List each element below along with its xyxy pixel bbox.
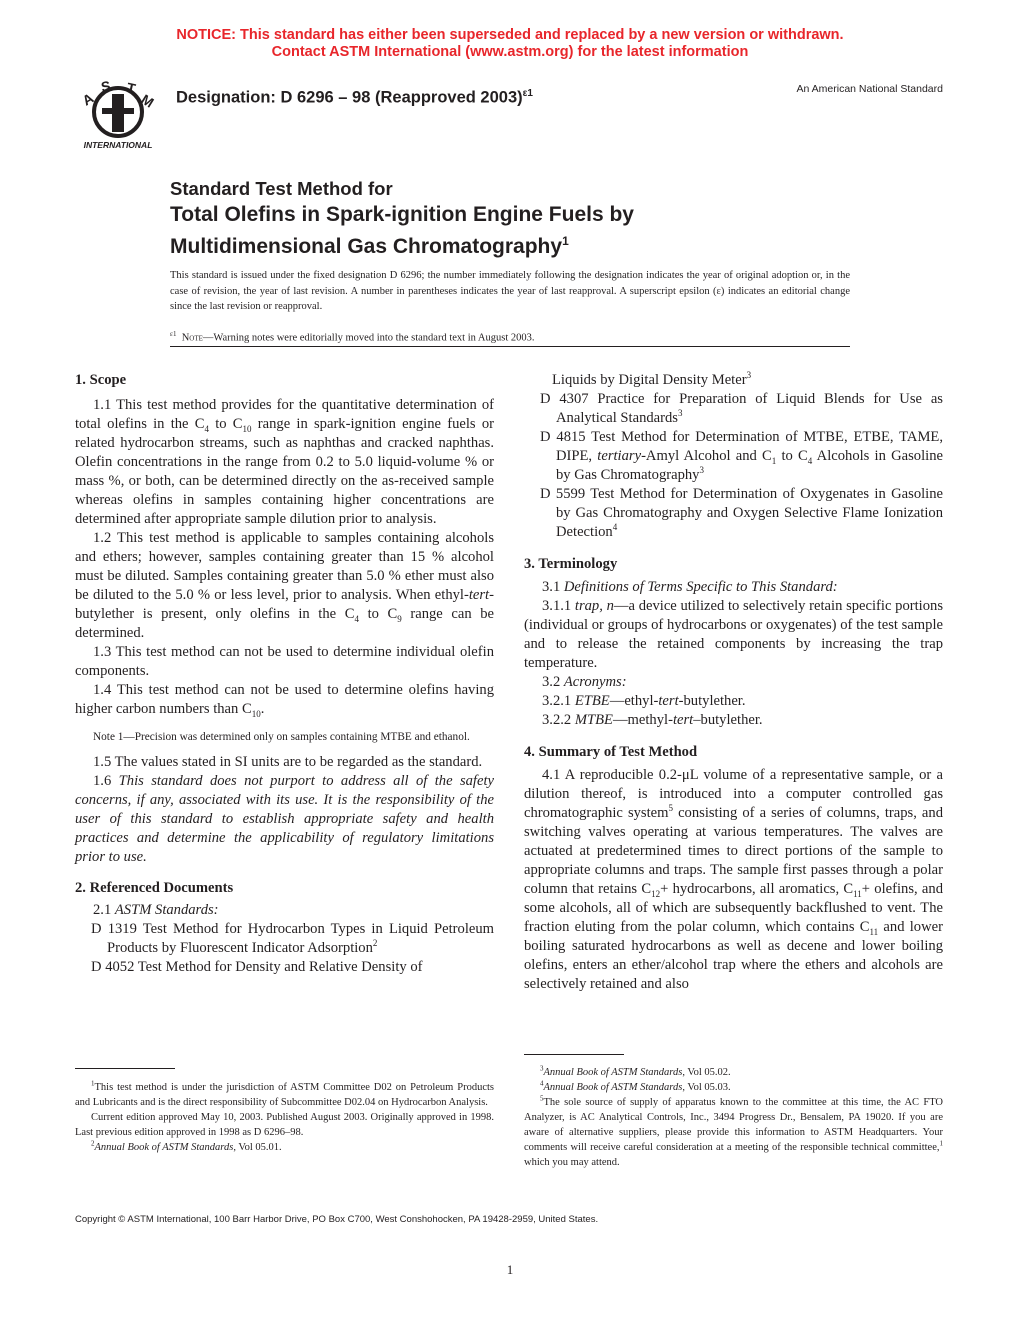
p41-d: + olefins, and some alcohols, all of which are subsequently backflushed to vent. The fraction eluting from the polar column, which contains C (524, 881, 943, 935)
para-3-2-1 (524, 692, 943, 711)
fn4-text: , Vol 05.03. (682, 1082, 731, 1093)
d4815-b: -Amyl Alcohol and C (641, 448, 772, 464)
para-1-1 (75, 396, 494, 529)
d4815-d: Alcohols in Gasoline by Gas Chromatography (556, 448, 943, 483)
national-standard-label: An American National Standard (796, 83, 943, 95)
p41-sub1: 12 (651, 888, 661, 899)
d1319-text: D 1319 Test Method for Hydrocarbon Types in Liquid Petroleum Products by Fluorescent Indicator Adsorption (91, 921, 494, 956)
p16-num: 1.6 (93, 773, 119, 789)
p12-b: -butylether is present, only olefins in the C (75, 587, 494, 622)
p41-sub2: 11 (853, 888, 862, 899)
ref-d5599 (540, 485, 943, 542)
ref-d4815 (540, 428, 943, 485)
refdocs-heading: 2. Referenced Documents (75, 880, 234, 896)
p41-sup: 5 (668, 803, 673, 814)
svg-text:T: T (125, 79, 138, 97)
fn5-sup2: 1 (939, 1139, 943, 1148)
footnote-rule-right (524, 1054, 624, 1055)
para-3-1 (524, 578, 943, 597)
p11-sub1: 4 (204, 423, 209, 434)
p31-num: 3.1 (542, 579, 564, 595)
fn3-text: , Vol 05.02. (682, 1067, 731, 1078)
ref-d4052-start: D 4052 Test Method for Density and Relative Density of (91, 959, 423, 975)
title-line-2: Total Olefins in Spark-ignition Engine Fuels by (170, 203, 634, 226)
designation-epsilon: ε1 (522, 88, 533, 99)
para-3-1-1 (524, 597, 943, 673)
title-line-1: Standard Test Method for (170, 178, 393, 199)
footnote-4 (524, 1080, 943, 1095)
svg-text:A: A (79, 89, 97, 109)
d4815-sub2: 4 (807, 455, 813, 466)
d4307-text: D 4307 Practice for Preparation of Liquid Blends for Use as Analytical Standards (540, 391, 943, 426)
p322-tert: tert (672, 712, 694, 728)
p12-c: to C (358, 606, 398, 622)
page-number: 1 (506, 1262, 514, 1277)
p12-a: 1.2 This test method is applicable to samples containing alcohols and ethers; however, samples containing greater than 15 % alcohol must be diluted. Samples containing greater than 5.0 % ether must also be diluted to the 5.0 % or less level, prior to analysis. When ethyl- (75, 530, 494, 603)
para-1-6 (75, 772, 494, 867)
p12-sub1: 4 (354, 613, 359, 624)
p11-b: to C (209, 416, 243, 432)
document-title (170, 176, 634, 260)
para-3-2-2 (524, 711, 943, 730)
issue-statement: This standard is issued under the fixed designation D 6296; the number immediately following the designation indicates the year of original adoption or, in the case of revision, the year of last revision. A number in parentheses indicates the year of last reapproval. A superscript epsilon (ε) indicates an editorial change since the last revision or reapproval. (170, 270, 850, 312)
astm-logo (74, 76, 164, 152)
p322-num: 3.2.2 (542, 712, 575, 728)
fn3-sup: 3 (540, 1064, 544, 1073)
ref-d4307 (540, 390, 943, 428)
p11-a: 1.1 This test method provides for the quantitative determination of total olefins in the C (75, 397, 494, 432)
p311-num: 3.1.1 (542, 598, 575, 614)
p321-term: ETBE (574, 693, 610, 709)
fn2-text: , Vol 05.01. (233, 1142, 282, 1153)
p321-tert: tert (658, 693, 679, 709)
p16-text: This standard does not purport to address all of the safety concerns, if any, associated with its use. It is the responsibility of the user of this standard to establish appropriate safety and health practices and determine the applicability of regulatory limitations prior to use. (75, 773, 494, 865)
d4815-c: to C (776, 448, 808, 464)
p11-sub2: 10 (242, 423, 252, 434)
p41-c: + hydrocarbons, all aromatics, C (660, 881, 854, 897)
p41-e: and lower boiling saturated hydrocarbons as well as decene and lower boiling olefins, enters an ether/alcohol trap where the ethers and alcohols are selectively retained and also (524, 919, 943, 992)
d4815-sub1: 1 (771, 455, 777, 466)
ref-d4052-end: Liquids by Digital Density Meter$^3$ (552, 370, 752, 388)
p41-a: 4.1 A reproducible 0.2-μL volume of a representative sample, or a dilution thereof, is introduced into a computer controlled gas chromatographic system (524, 767, 943, 821)
notice-banner (0, 27, 1020, 61)
footnote-1 (75, 1080, 494, 1110)
d4815-sup: 3 (699, 465, 704, 476)
epsilon-note (170, 330, 850, 344)
title-footnote-ref: 1 (562, 234, 569, 248)
summary-heading: 4. Summary of Test Method (524, 744, 698, 760)
p321-a: —ethyl- (609, 693, 659, 709)
designation (176, 88, 533, 108)
copyright: Copyright © ASTM International, 100 Barr Harbor Drive, PO Box C700, West Conshohocken, PA 19428-2959, United States. (75, 1214, 599, 1225)
p14-sub: 10 (251, 708, 261, 719)
astm-logo-icon (74, 76, 164, 152)
epsilon-note-label: Note (181, 332, 203, 344)
notice-line-2: Contact ASTM International (www.astm.org) for the latest information (271, 44, 749, 60)
fn5-end: which you may attend. (524, 1157, 620, 1168)
p311-term: trap, n (574, 598, 614, 614)
note-1: Note 1—Precision was determined only on samples containing MTBE and ethanol. (93, 731, 470, 743)
p41-sub3: 11 (869, 926, 879, 937)
p21-text: ASTM Standards: (114, 902, 219, 918)
p311-text: —a device utilized to selectively retain specific portions (individual or groups of hydrocarbons or oxygenates) of the test sample and to release the retained components by increasing the trap temperature. (524, 598, 944, 671)
d5599-sup: 4 (612, 522, 618, 533)
p322-b: –butylether. (693, 712, 763, 728)
footnote-3 (524, 1065, 943, 1080)
p322-a: —methyl- (612, 712, 673, 728)
p12-sub2: 9 (397, 613, 402, 624)
svg-text:INTERNATIONAL: INTERNATIONAL (83, 140, 153, 150)
terminology-heading: 3. Terminology (524, 556, 618, 572)
title-line-3 (170, 228, 634, 260)
d4815-a: D 4815 Test Method for Determination of MTBE, ETBE, TAME, DIPE, (540, 429, 943, 464)
p321-num: 3.2.1 (542, 693, 575, 709)
para-3-2 (524, 673, 943, 692)
p21-num: 2.1 (93, 902, 115, 918)
fn1-text: This test method is under the jurisdiction of ASTM Committee D02 on Petroleum Products and Lubricants and is the direct responsibility of Subcommittee D02.04 on Hydrocarbon Analysis. (75, 1082, 494, 1108)
para-1-2 (75, 529, 494, 643)
fn4-sup: 4 (540, 1079, 544, 1088)
para-1-3: 1.3 This test method can not be used to determine individual olefin components. (75, 644, 494, 679)
right-column (524, 371, 943, 994)
p14-a: 1.4 This test method can not be used to determine olefins having higher carbon numbers than C (75, 682, 494, 717)
footnote-1b: Current edition approved May 10, 2003. Published August 2003. Originally approved in 1998. Last previous edition approved in 1998 as D 6296–98. (75, 1112, 494, 1138)
fn5-sup: 5 (540, 1094, 544, 1103)
p12-tert: tert (468, 587, 490, 603)
p11-c: range in spark-ignition engine fuels or related hydrocarbon streams, such as naphthas and cracked naphthas. Olefin concentrations in the range from 0.2 to 5.0 liquid-volume % or mass %, or both, can be determined directly on the as-received sample whereas olefins in samples containing higher concentrations are determined after appropriate sample dilution prior to analysis. (75, 416, 494, 527)
footnotes-right (524, 1065, 943, 1170)
para-1-5: 1.5 The values stated in SI units are to be regarded as the standard. (93, 754, 483, 770)
notice-line-1: NOTICE: This standard has either been superseded and replaced by a new version or withdrawn. (176, 27, 844, 43)
fn1-sup: 1 (91, 1079, 95, 1088)
fn5-text: The sole source of supply of apparatus known to the committee at this time, the AC FTO Analyzer, is AC Analytical Controls, Inc., 3494 Progress Dr., Bensalem, PA 19020. If you are aware of alternative suppliers, please provide this information to ASTM Headquarters. Your comments will receive careful consideration at a meeting of the responsible technical committee, (524, 1097, 943, 1153)
footnote-2 (75, 1140, 494, 1155)
d1319-sup: 2 (372, 938, 378, 949)
fn4-italic: Annual Book of ASTM Standards (543, 1082, 683, 1093)
left-column (75, 371, 494, 977)
ref-d1319 (91, 920, 494, 958)
p31-text: Definitions of Terms Specific to This Standard: (563, 579, 838, 595)
epsilon-note-text: —Warning notes were editorially moved into the standard text in August 2003. (202, 332, 535, 344)
p32-text: Acronyms: (563, 674, 627, 690)
scope-heading: 1. Scope (75, 372, 127, 388)
p322-term: MTBE (574, 712, 613, 728)
epsilon-note-sup: ε1 (170, 330, 177, 338)
footnote-5 (524, 1095, 943, 1170)
d4052-sup: 3 (746, 370, 752, 381)
fn2-sup: 2 (91, 1139, 95, 1148)
fn2-italic: Annual Book of ASTM Standards (94, 1142, 234, 1153)
p41-b: consisting of a series of columns, traps, and switching valves operating at various temperatures. The valves are actuated at predetermined times to direct portions of the sample to appropriate columns and traps. The sample first passes through a polar column that retains C (524, 805, 943, 897)
p12-d: range can be determined. (75, 606, 494, 641)
designation-text: Designation: D 6296 – 98 (Reapproved 2003) (176, 88, 523, 107)
d4815-tertiary: tertiary (597, 448, 642, 464)
header-rule (170, 346, 850, 347)
p321-b: -butylether. (678, 693, 746, 709)
para-4-1 (524, 766, 943, 994)
p14-b: . (260, 701, 265, 717)
footnote-rule-left (75, 1068, 175, 1069)
footnotes-left (75, 1080, 494, 1155)
fn3-italic: Annual Book of ASTM Standards (543, 1067, 683, 1078)
d5599-text: D 5599 Test Method for Determination of Oxygenates in Gasoline by Gas Chromatography and Oxygen Selective Flame Ionization Detection (540, 486, 943, 540)
svg-text:M: M (138, 90, 157, 111)
para-1-4 (75, 681, 494, 719)
para-2-1 (75, 901, 494, 920)
title-line-3-text: Multidimensional Gas Chromatography (170, 235, 563, 258)
d4307-sup: 3 (678, 408, 683, 419)
svg-text:S: S (99, 77, 112, 95)
p32-num: 3.2 (542, 674, 564, 690)
